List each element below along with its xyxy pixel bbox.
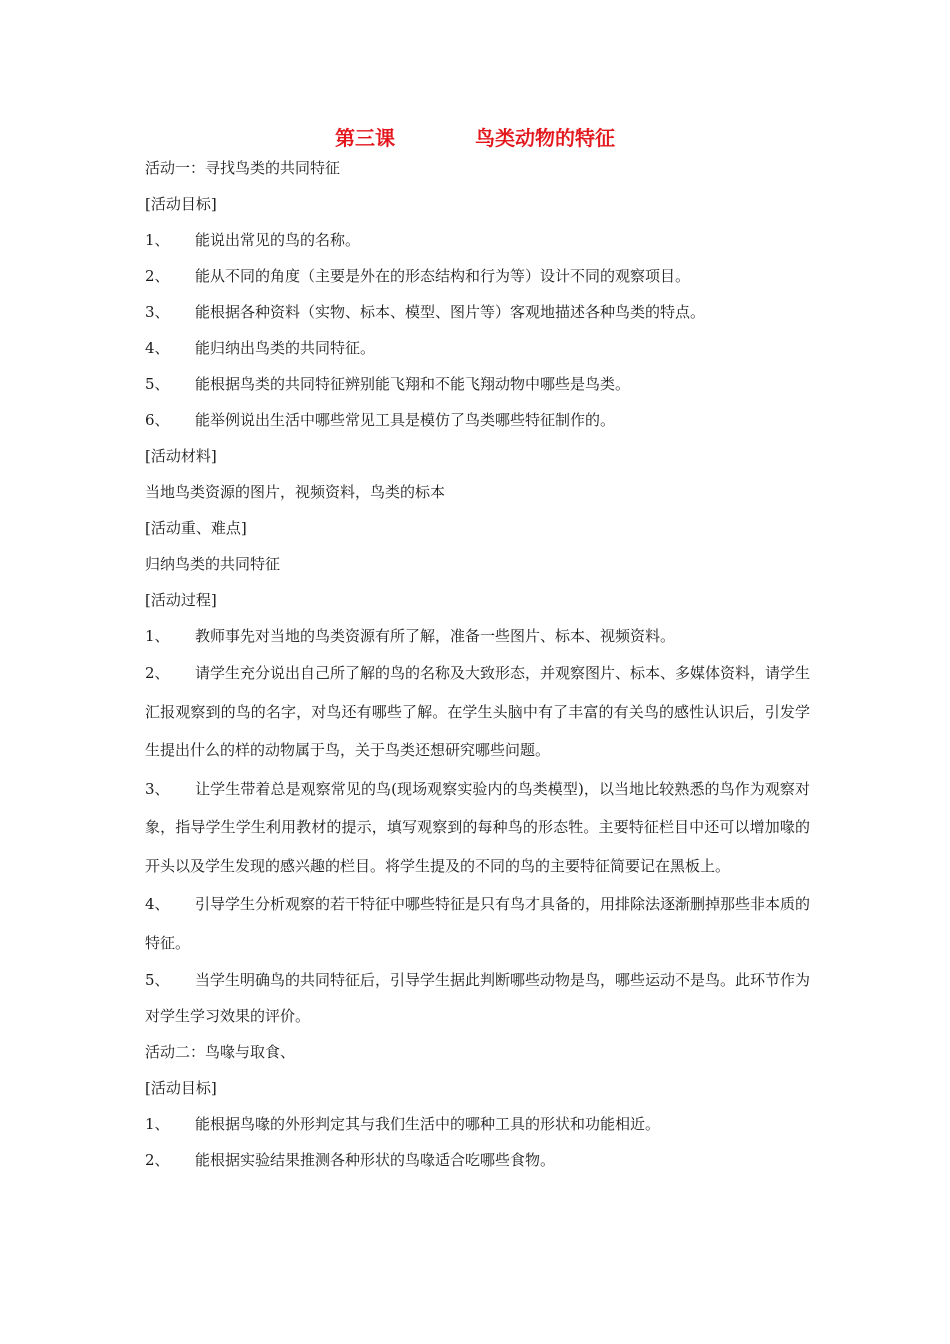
list-item: 3、 能根据各种资料（实物、标本、模型、图片等）客观地描述各种鸟类的特点。 (145, 303, 706, 321)
lesson-number: 第三课 (335, 126, 395, 150)
list-item: 4、 能归纳出鸟类的共同特征。 (145, 339, 376, 357)
list-item: 2、 能根据实验结果推测各种形状的鸟喙适合吃哪些食物。 (145, 1151, 556, 1169)
list-item: 1、 教师事先对当地的鸟类资源有所了解，准备一些图片、标本、视频资料。 (145, 627, 676, 645)
activity1-key-label: [活动重、难点] (145, 519, 247, 537)
list-item: 6、 能举例说出生活中哪些常见工具是模仿了鸟类哪些特征制作的。 (145, 411, 616, 429)
lesson-title: 鸟类动物的特征 (475, 126, 615, 150)
list-item: 1、 能根据鸟喙的外形判定其与我们生活中的哪种工具的形状和功能相近。 (145, 1115, 661, 1133)
list-item: 1、 能说出常见的鸟的名称。 (145, 231, 361, 249)
list-item: 2、 能从不同的角度（主要是外在的形态结构和行为等）设计不同的观察项目。 (145, 267, 691, 285)
list-item: 4、 引导学生分析观察的若干特征中哪些特征是只有鸟才具备的，用排除法逐渐删掉那些非本质的特征。 (145, 895, 811, 952)
list-item: 2、 请学生充分说出自己所了解的鸟的名称及大致形态，并观察图片、标本、多媒体资料，请学生汇报观察到的鸟的名字，对鸟还有哪些了解。在学生头脑中有了丰富的有关鸟的感性认识后，引发学生提出什么的样的动物属于鸟，关于鸟类还想研究哪些问题。 (145, 664, 811, 759)
list-item: 5、 能根据鸟类的共同特征辨别能飞翔和不能飞翔动物中哪些是鸟类。 (145, 375, 631, 393)
activity1-goals-label: [活动目标] (145, 195, 217, 213)
activity2-goals-label: [活动目标] (145, 1079, 217, 1097)
activity1-key: 归纳鸟类的共同特征 (145, 555, 281, 573)
list-item: 5、 当学生明确鸟的共同特征后，引导学生据此判断哪些动物是鸟，哪些运动不是鸟。此环节作为对学生学习效果的评价。 (145, 971, 811, 1025)
activity1-heading: 活动一：寻找鸟类的共同特征 (145, 159, 341, 177)
list-item: 3、 让学生带着总是观察常见的鸟(现场观察实验内的鸟类模型)，以当地比较熟悉的鸟作为观察对象，指导学生学生利用教材的提示，填写观察到的每种鸟的形态牲。主要特征栏目中还可以增加喙的开头以及学生发现的感兴趣的栏目。将学生提及的不同的鸟的主要特征简要记在黑板上。 (145, 779, 810, 875)
document-body (145, 150, 810, 1178)
activity1-materials: 当地鸟类资源的图片，视频资料，鸟类的标本 (145, 483, 446, 501)
activity1-materials-label: [活动材料] (145, 447, 217, 465)
activity1-process-label: [活动过程] (145, 591, 217, 609)
page-title (0, 122, 950, 151)
activity2-heading: 活动二：鸟喙与取食、 (145, 1043, 296, 1061)
